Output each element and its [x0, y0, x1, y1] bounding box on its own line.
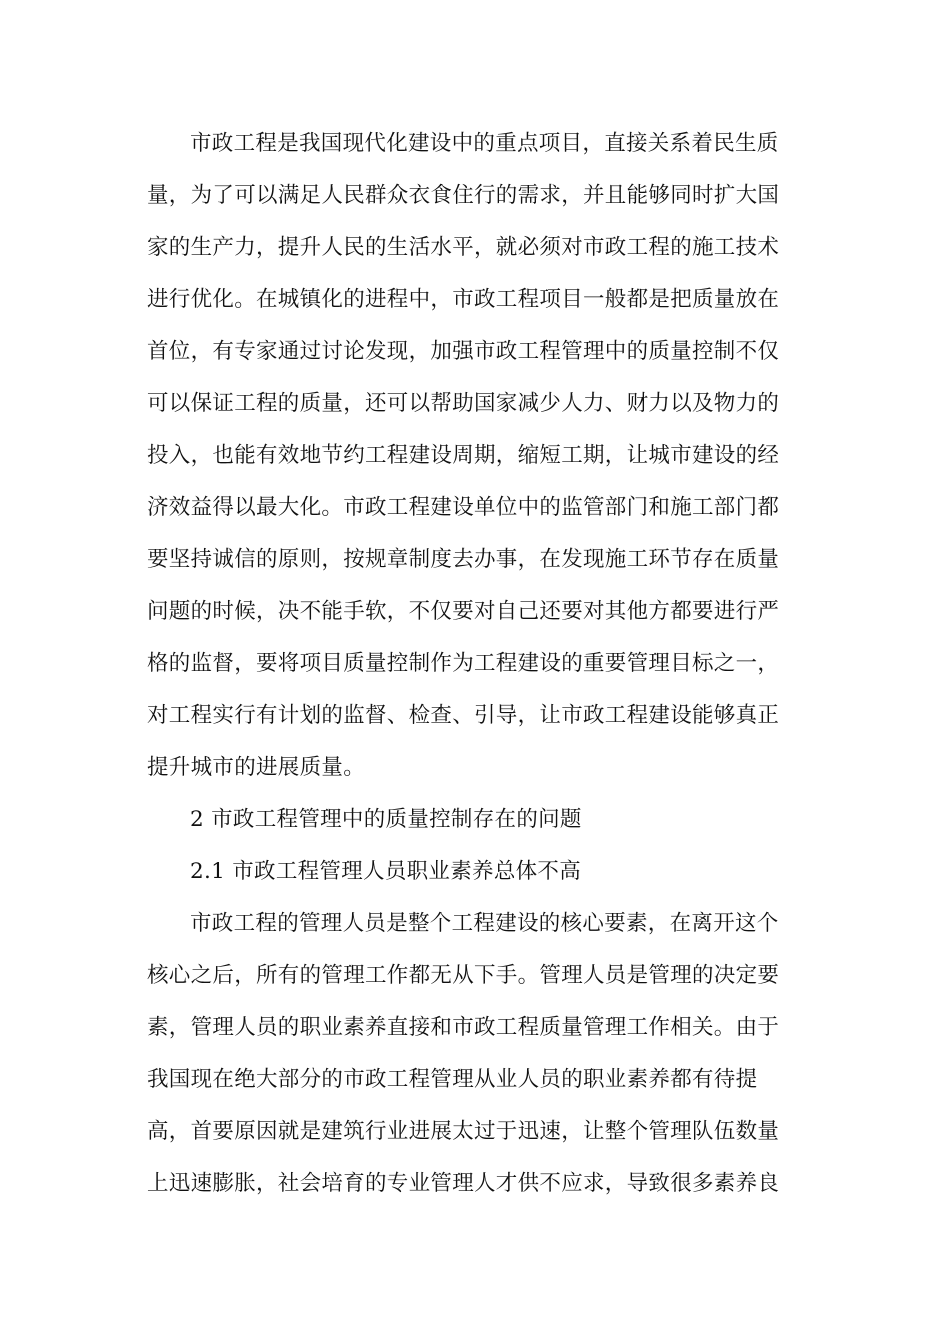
text-line: 上迅速膨胀，社会培育的专业管理人才供不应求，导致很多素养良 [147, 1171, 780, 1196]
text-line: 市政工程的管理人员是整个工程建设的核心要素，在离开这个 [190, 911, 779, 936]
text-line: 核心之后，所有的管理工作都无从下手。管理人员是管理的决定要 [147, 963, 780, 988]
text-line: 我国现在绝大部分的市政工程管理从业人员的职业素养都有待提 [147, 1067, 758, 1092]
text-line: 问题的时候，决不能手软，不仅要对自己还要对其他方都要进行严 [147, 599, 780, 624]
section-heading: 2 市政工程管理中的质量控制存在的问题 [190, 807, 582, 832]
text-line: 家的生产力，提升人民的生活水平，就必须对市政工程的施工技术 [147, 235, 780, 260]
text-line: 投入，也能有效地节约工程建设周期，缩短工期，让城市建设的经 [147, 443, 780, 468]
text-line: 可以保证工程的质量，还可以帮助国家减少人力、财力以及物力的 [147, 391, 780, 416]
text-line: 首位，有专家通过讨论发现，加强市政工程管理中的质量控制不仅 [147, 339, 780, 364]
text-line: 素，管理人员的职业素养直接和市政工程质量管理工作相关。由于 [147, 1015, 780, 1040]
text-line: 对工程实行有计划的监督、检查、引导，让市政工程建设能够真正 [147, 703, 780, 728]
text-line: 高，首要原因就是建筑行业进展太过于迅速，让整个管理队伍数量 [147, 1119, 780, 1144]
text-line: 量，为了可以满足人民群众衣食住行的需求，并且能够同时扩大国 [147, 183, 780, 208]
text-line: 市政工程是我国现代化建设中的重点项目，直接关系着民生质 [190, 131, 779, 156]
subsection-heading: 2.1 市政工程管理人员职业素养总体不高 [190, 859, 582, 884]
text-line: 要坚持诚信的原则，按规章制度去办事，在发现施工环节存在质量 [147, 547, 780, 572]
text-line: 格的监督，要将项目质量控制作为工程建设的重要管理目标之一， [147, 651, 780, 676]
text-line: 进行优化。在城镇化的进程中，市政工程项目一般都是把质量放在 [147, 287, 780, 312]
paragraph-section-2-1 [147, 898, 803, 1210]
paragraph-intro [147, 118, 803, 794]
text-line: 提升城市的进展质量。 [147, 755, 366, 780]
text-line: 济效益得以最大化。市政工程建设单位中的监管部门和施工部门都 [147, 495, 780, 520]
document-body [147, 118, 803, 1210]
